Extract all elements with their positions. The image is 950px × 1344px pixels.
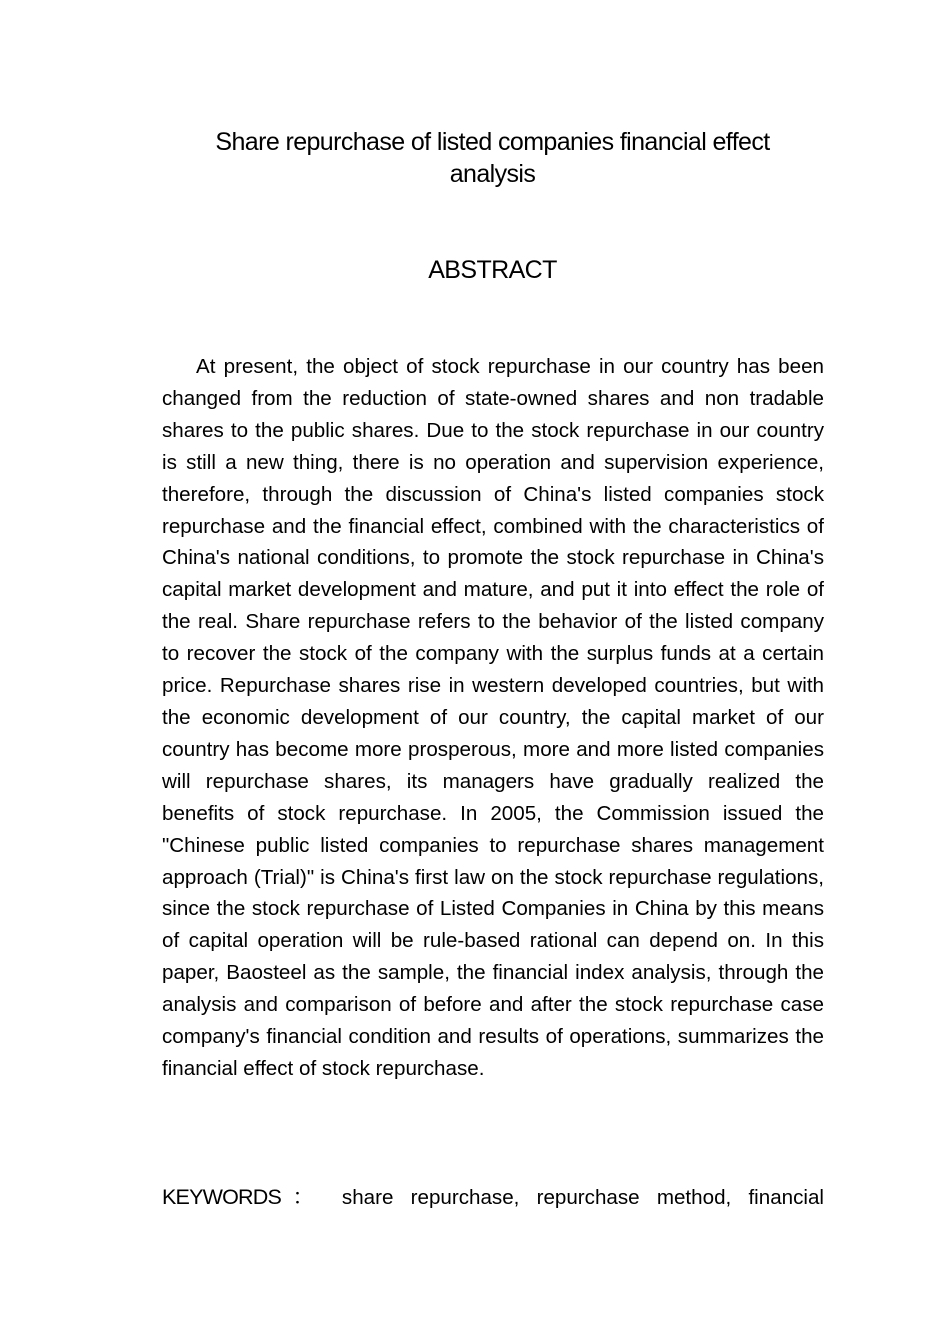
keywords-label: KEYWORDS： (162, 1185, 325, 1209)
keywords-text: share repurchase, repurchase method, financial (341, 1186, 824, 1209)
abstract-heading: ABSTRACT (428, 256, 557, 284)
keywords-line (162, 1181, 824, 1214)
paper-title: Share repurchase of listed companies financial effect analysis (215, 128, 770, 188)
abstract-body: At present, the object of stock repurchase in our country has been changed from the reduction of state-owned shares and non tradable shares to the public shares. Due to the stock repurchase in our country is still a new thing, there is no operation and supervision experience, therefore, through the discussion of China's listed companies stock repurchase and the financial effect, combined with the characteristics of China's national conditions, to promote the stock repurchase in China's capital market development and mature, and put it into effect the role of the real. Share repurchase refers to the behavior of the listed company to recover the stock of the company with the surplus funds at a certain price. Repurchase shares rise in western developed countries, but with the economic development of our country, the capital market of our country has become more prosperous, more and more listed companies will repurchase shares, its managers have gradually realized the benefits of stock repurchase. In 2005, the Commission issued the "Chinese public listed companies to repurchase shares management approach (Trial)" is China's first law on the stock repurchase regulations, since the stock repurchase of Listed Companies in China by this means of capital operation will be rule-based rational can depend on. In this paper, Baosteel as the sample, the financial index analysis, through the analysis and comparison of before and after the stock repurchase case company's financial condition and results of operations, summarizes the financial effect of stock repurchase. (162, 355, 824, 1080)
